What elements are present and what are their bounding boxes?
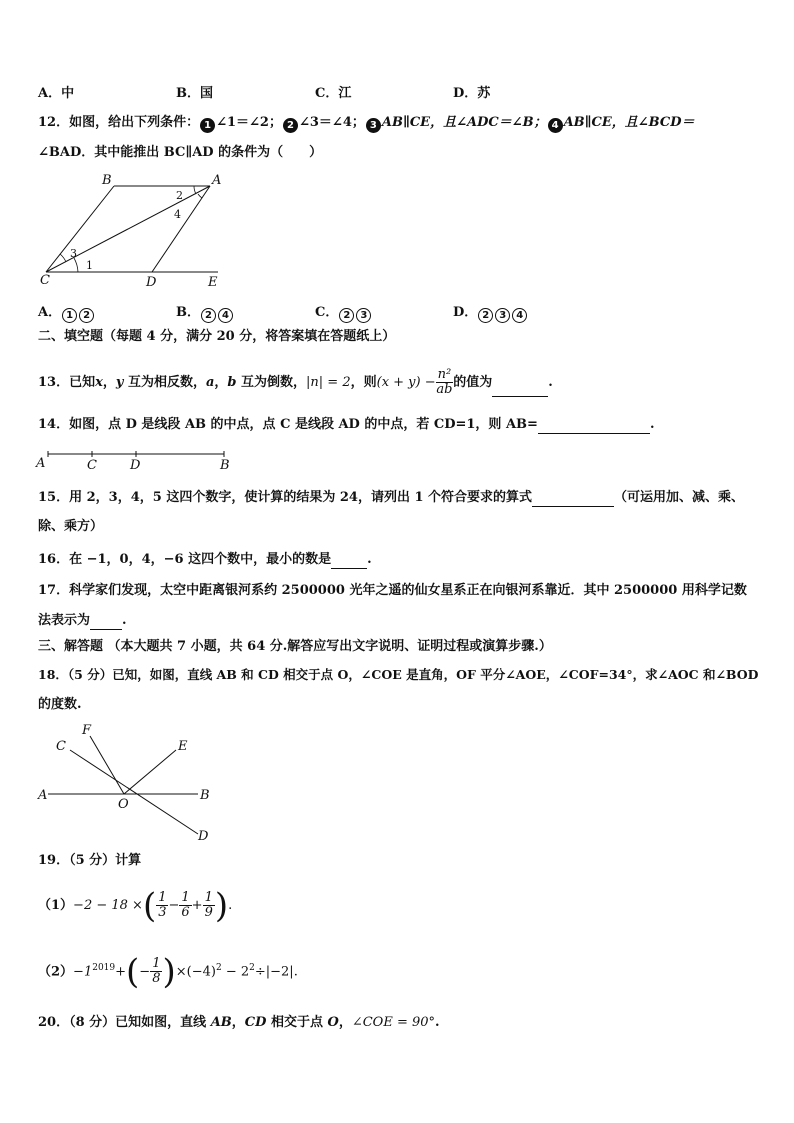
label-o: O <box>118 797 129 812</box>
answer-blank[interactable] <box>331 554 367 569</box>
ray-oe <box>124 750 176 794</box>
segment-bc <box>46 186 114 272</box>
period: . <box>649 417 655 432</box>
angle-arc-3 <box>60 254 66 262</box>
q19-title: 19．（5 分）计算 <box>38 853 142 868</box>
circled-number: 1 <box>200 118 215 133</box>
label-b: B <box>220 458 230 473</box>
period: . <box>367 552 372 567</box>
numerator: 1 <box>158 890 167 905</box>
label-angle-4: 4 <box>174 208 181 221</box>
var-x: x <box>95 375 103 390</box>
option-letter: C． <box>315 305 339 320</box>
q14-segment-figure <box>36 446 236 472</box>
fraction-1-9 <box>203 891 215 920</box>
circled-number: 4 <box>512 308 527 323</box>
q13-text: 互为倒数， <box>236 375 307 390</box>
numerator: n² <box>437 367 452 382</box>
numerator: 1 <box>152 956 161 972</box>
q12-option-b <box>176 301 234 323</box>
option-letter: D． <box>453 305 478 320</box>
q13 <box>38 368 553 397</box>
separator: ， <box>338 1015 352 1030</box>
label-a: A <box>36 456 46 471</box>
option-letter: B． <box>176 305 200 320</box>
q12-option-a <box>38 301 95 323</box>
q11-option-c: C．江 <box>315 86 352 101</box>
denominator: 6 <box>181 905 190 920</box>
q12-intro: 12．如图，给出下列条件： <box>38 115 200 130</box>
period: . <box>293 964 298 980</box>
label-f: F <box>82 723 92 738</box>
q13-text: ，则 <box>350 375 377 390</box>
label-angle-3: 3 <box>70 247 77 260</box>
separator: ， <box>214 375 228 390</box>
minus-sign: − <box>168 898 180 913</box>
point-o-label: O <box>327 1015 339 1030</box>
minus-sign: − <box>139 964 151 980</box>
exponent: 2019 <box>92 963 116 973</box>
q11-option-d: D．苏 <box>453 86 491 101</box>
label-e: E <box>178 739 188 754</box>
q15-text: 15．用 2，3，4，5 这四个数字，使计算的结果为 24，请列出 1 个符合要求的算式 <box>38 490 533 505</box>
part-label: （2） <box>38 964 74 980</box>
label-b: B <box>102 173 112 188</box>
denominator: 3 <box>158 905 167 920</box>
var-a: a <box>205 375 215 390</box>
q15-text-end: （可运用加、减、乘、 <box>614 490 745 505</box>
circled-number: 3 <box>366 118 381 133</box>
label-e: E <box>208 275 218 290</box>
q17-line1: 17．科学家们发现，太空中距离银河系约 2500000 光年之遥的仙女星系正在向银河系靠近．其中 2500000 用科学记数 <box>38 583 747 598</box>
circled-number: 2 <box>201 308 216 323</box>
expression-mid: ×(−4) <box>175 964 216 980</box>
label-d: D <box>130 458 141 473</box>
section-2-heading: 二、填空题（每题 4 分，满分 20 分，将答案填在答题纸上） <box>38 329 396 344</box>
denominator: 9 <box>204 905 213 920</box>
fraction-1-3 <box>156 891 168 920</box>
q13-text: 的值为 <box>453 375 493 390</box>
q18-line2: 的度数. <box>38 697 82 712</box>
period: . <box>122 613 127 628</box>
q14-text: 14．如图，点 D 是线段 AB 的中点，点 C 是线段 AD 的中点，若 CD=1，则 AB= <box>38 417 538 432</box>
q11-option-b: B．国 <box>176 86 213 101</box>
q14 <box>38 416 654 434</box>
var-b: b <box>227 375 237 390</box>
circled-number: 3 <box>495 308 510 323</box>
circled-number: 4 <box>218 308 233 323</box>
fraction-n2-ab <box>436 368 454 397</box>
period: . <box>435 1015 440 1030</box>
angle-coe-expression: ∠COE = 90° <box>351 1015 436 1030</box>
label-c: C <box>56 739 66 754</box>
label-a: A <box>38 788 48 803</box>
q11-option-a: A．中 <box>38 86 75 101</box>
q13-text: 互为相反数， <box>123 375 206 390</box>
label-angle-2: 2 <box>176 189 183 202</box>
circled-number: 1 <box>62 308 77 323</box>
expression-prefix: −2 − 18 × <box>73 898 143 913</box>
circled-number: 2 <box>283 118 298 133</box>
exponent: 2 <box>215 963 222 973</box>
label-d: D <box>146 275 157 290</box>
separator: ， <box>231 1015 245 1030</box>
angle-arc-1 <box>74 258 78 272</box>
q16-text: 16．在 −1，0，4，−6 这四个数中，最小的数是 <box>38 552 332 567</box>
line-cd <box>70 750 198 834</box>
q12-stem-line1 <box>38 114 695 133</box>
answer-blank[interactable] <box>532 492 614 507</box>
answer-blank[interactable] <box>90 615 122 630</box>
circled-number: 2 <box>339 308 354 323</box>
circled-number: 2 <box>79 308 94 323</box>
q12-condition-3: AB∥CE，且∠ADC＝∠B； <box>381 115 547 130</box>
var-y: y <box>115 375 124 390</box>
q17-text: 法表示为 <box>38 613 91 628</box>
expression-base: −1 <box>73 964 93 980</box>
fraction-1-6 <box>179 891 191 920</box>
separator: ， <box>102 375 116 390</box>
q15-line1 <box>38 489 744 507</box>
expression-rest: ÷|−2| <box>254 964 294 980</box>
answer-blank[interactable] <box>492 382 548 397</box>
part-label: （1） <box>38 898 74 913</box>
plus-sign: + <box>115 964 127 980</box>
q12-option-d <box>453 301 528 323</box>
numerator: 1 <box>204 890 213 905</box>
circled-number: 4 <box>548 118 563 133</box>
q20-text: 20．（8 分）已知如图，直线 <box>38 1015 211 1030</box>
option-letter: A． <box>38 305 62 320</box>
q20 <box>38 1014 440 1032</box>
line-cd-label: CD <box>244 1015 267 1030</box>
period: . <box>228 898 233 913</box>
right-paren: ) <box>162 951 176 992</box>
q15-line2: 除、乘方） <box>38 519 104 534</box>
label-c: C <box>87 458 97 473</box>
q12-condition-1: ∠1＝∠2； <box>216 115 282 130</box>
q12-parallelogram-figure <box>30 172 230 292</box>
angle-arc-4 <box>198 194 202 198</box>
denominator: ab <box>436 382 453 397</box>
q12-condition-2: ∠3＝∠4； <box>298 115 365 130</box>
q16 <box>38 551 372 569</box>
q20-text: 相交于点 <box>266 1015 328 1030</box>
label-a: A <box>212 173 222 188</box>
numerator: 1 <box>181 890 190 905</box>
label-d: D <box>198 829 209 844</box>
ray-of <box>90 736 124 794</box>
period: . <box>548 375 553 390</box>
q12-condition-4: AB∥CE，且∠BCD＝ <box>563 115 695 130</box>
q18-intersecting-lines-figure <box>34 722 234 848</box>
label-angle-1: 1 <box>86 259 93 272</box>
sum-expression: (x + y) − <box>376 375 436 390</box>
plus-sign: + <box>191 898 203 913</box>
right-paren: ) <box>214 885 229 926</box>
abs-n-expression: |n| = 2 <box>306 375 351 390</box>
circled-number: 2 <box>478 308 493 323</box>
q18-line1: 18．（5 分）已知，如图，直线 AB 和 CD 相交于点 O，∠COE 是直角，OF 平分∠AOE，∠COF=34°，求∠AOC 和∠BOD <box>38 667 759 682</box>
denominator: 8 <box>152 971 161 987</box>
exponent: 2 <box>249 963 255 973</box>
label-c: C <box>40 273 50 288</box>
fraction-1-8 <box>150 957 162 986</box>
expression-minus: − 2 <box>221 964 250 980</box>
left-paren: ( <box>142 885 157 926</box>
q13-prefix: 13．已知 <box>38 375 96 390</box>
line-ab-label: AB <box>210 1015 232 1030</box>
section-3-heading: 三、解答题 （本大题共 7 小题，共 64 分.解答应写出文字说明、证明过程或演算步骤.） <box>38 639 552 654</box>
angle-arc-2 <box>194 186 196 194</box>
q12-stem-line2: ∠BAD．其中能推出 BC∥AD 的条件为（ ） <box>38 145 323 160</box>
q12-option-c <box>315 301 372 323</box>
q17-line2 <box>38 612 127 630</box>
circled-number: 3 <box>356 308 371 323</box>
label-b: B <box>200 788 210 803</box>
answer-blank[interactable] <box>538 419 650 434</box>
q19-part1 <box>38 885 233 926</box>
left-paren: ( <box>126 951 140 992</box>
q19-part2 <box>38 950 298 990</box>
